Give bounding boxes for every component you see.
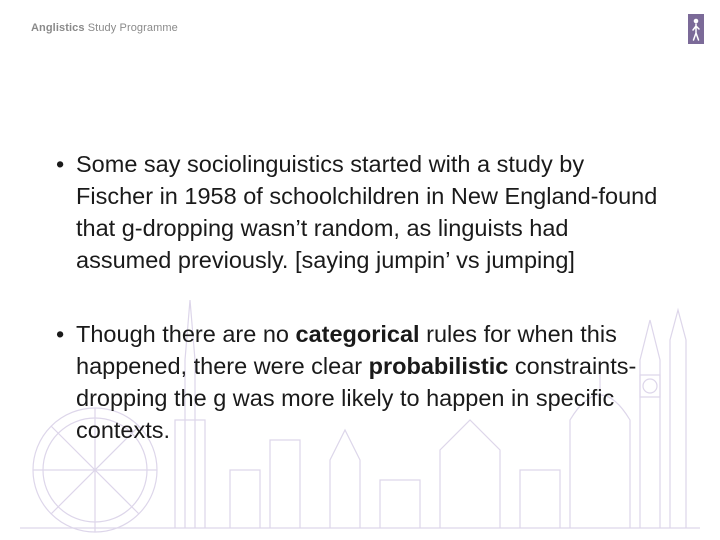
figure-logo-icon — [688, 14, 704, 44]
bullet-item-2 — [56, 318, 666, 446]
bullet-text: Though there are no — [76, 321, 296, 347]
bullet-text: Some say sociolinguistics started with a study by Fischer in 1958 of schoolchildren in New England-found that g-dropping wasn’t random, as linguists had assumed previously. [saying jumpin’ vs jumping] — [76, 151, 658, 273]
header-subtitle: Study Programme — [84, 22, 178, 34]
bold-term-categorical: categorical — [295, 321, 420, 347]
bullet-dot: • — [56, 151, 65, 177]
bullet-text: constraints-dropping the g was more likely to happen in specific contexts. — [76, 353, 637, 443]
bold-term-probabilistic: probabilistic — [368, 353, 509, 379]
programme-header — [31, 22, 178, 34]
header-brand: Anglistics — [31, 22, 85, 34]
bullet-item-1 — [56, 148, 666, 276]
bullet-dot: • — [56, 321, 65, 347]
slide-content — [56, 148, 666, 446]
bullet-text: rules for when this happened, there were clear — [76, 321, 617, 379]
